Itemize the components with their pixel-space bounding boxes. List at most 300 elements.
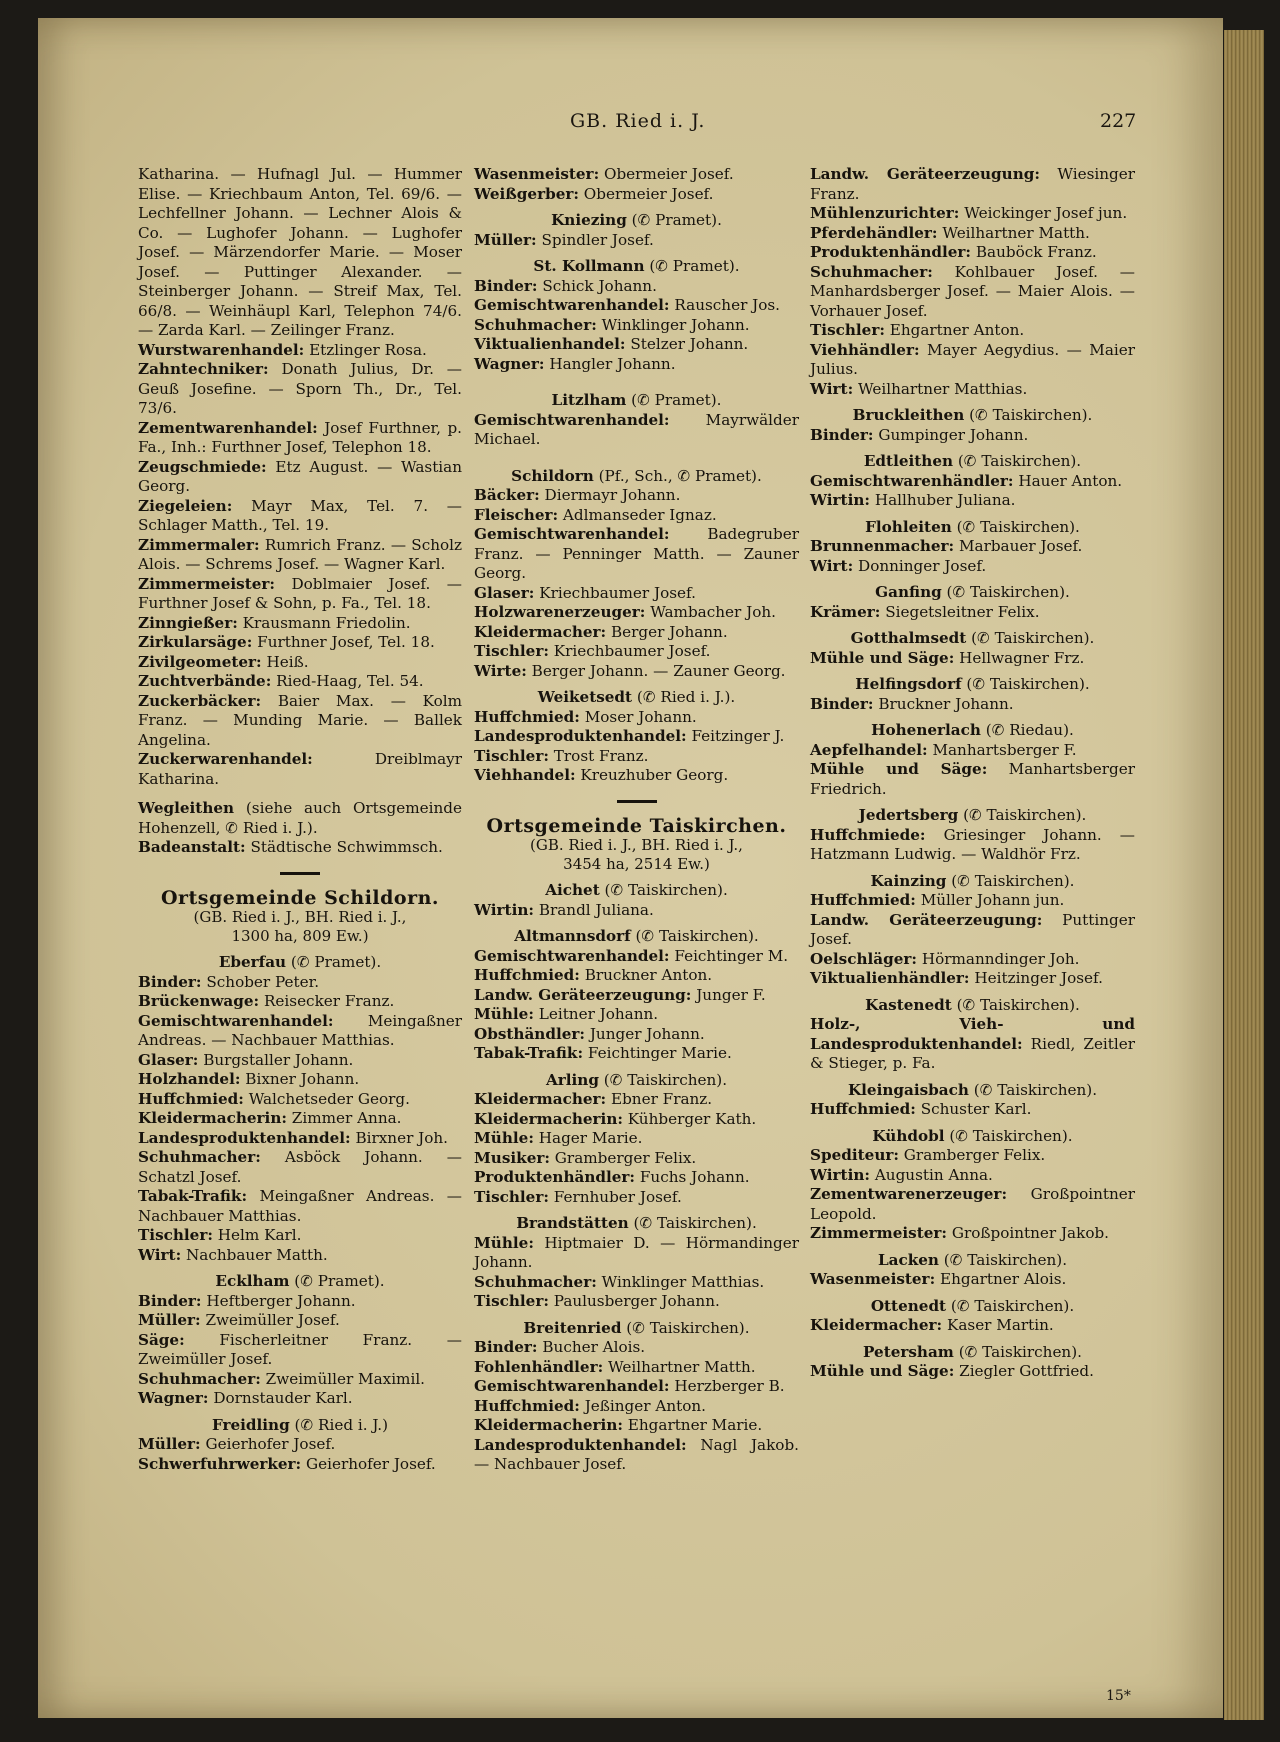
- entry-names: Ehgartner Alois.: [935, 1270, 1067, 1288]
- entry-trade: Zuchtverbände:: [138, 672, 272, 690]
- place-note: (✆ Pramet).: [626, 391, 722, 409]
- place-heading: [810, 583, 1135, 603]
- entry-trade: Wegleithen: [138, 799, 235, 817]
- directory-entry: [138, 1311, 462, 1331]
- directory-entry: [474, 231, 799, 251]
- entry-names: Donninger Josef.: [853, 556, 987, 575]
- column-1: [138, 165, 462, 1474]
- entry-trade: Mühle:: [474, 1129, 534, 1147]
- entry-trade: Gemischtwarenhandel:: [138, 1011, 334, 1030]
- directory-entry: [138, 1012, 462, 1051]
- entry-trade: Tischler:: [810, 321, 885, 339]
- directory-entry: [474, 1397, 799, 1417]
- directory-entry: [810, 426, 1135, 446]
- entry-names: Wambacher Joh.: [645, 603, 776, 621]
- entry-trade: Wirt:: [138, 1245, 182, 1264]
- spacer: [474, 374, 799, 384]
- entry-names: Hager Marie.: [533, 1129, 643, 1147]
- place-note: (✆ Taiskirchen).: [941, 583, 1070, 601]
- entry-names: Feitzinger J.: [686, 727, 785, 745]
- entry-names: Siegetsleitner Felix.: [880, 602, 1040, 621]
- entry-names: Gramberger Felix.: [549, 1148, 697, 1167]
- entry-trade: Holzwarenerzeuger:: [474, 603, 646, 621]
- entry-names: Augustin Anna.: [870, 1165, 993, 1184]
- entry-trade: Viktualienhandel:: [474, 335, 626, 353]
- spacer: [138, 789, 462, 799]
- entry-trade: Binder:: [474, 276, 538, 295]
- place-heading: [474, 467, 799, 487]
- entry-trade: Landesproduktenhandel:: [474, 727, 687, 745]
- directory-entry: [810, 1100, 1135, 1120]
- entry-names: Gumpinger Johann.: [873, 425, 1029, 444]
- directory-entry: [810, 649, 1135, 669]
- place-name: Arling: [545, 1070, 599, 1089]
- entry-trade: Tischler:: [474, 1187, 549, 1206]
- entry-trade: Gemischtwarenhandel:: [474, 946, 670, 965]
- place-name: Kniezing: [551, 211, 627, 229]
- place-note: (✆ Taiskirchen).: [951, 995, 1080, 1014]
- entry-names: Manhartsberger F.: [927, 740, 1077, 759]
- directory-entry: [474, 727, 799, 747]
- municipality-info: 1300 ha, 809 Ew.): [231, 927, 369, 945]
- entry-trade: Aepfelhandel:: [810, 740, 928, 759]
- place-name: Ganfing: [875, 583, 942, 601]
- directory-entry: [810, 603, 1135, 623]
- entry-trade: Müller:: [138, 1311, 201, 1329]
- entry-trade: Tabak-Trafik:: [474, 1044, 584, 1062]
- entry-names: Schuster Karl.: [915, 1100, 1032, 1118]
- entry-trade: Schuhmacher:: [138, 1369, 261, 1388]
- entry-trade: Zirkularsäge:: [138, 633, 253, 651]
- directory-entry: [474, 411, 799, 450]
- directory-entry: [138, 1331, 462, 1370]
- entry-trade: Pferdehändler:: [810, 223, 938, 242]
- municipality-info: 3454 ha, 2514 Ew.): [563, 855, 710, 873]
- entry-trade: Landesproduktenhandel:: [474, 1435, 687, 1454]
- entry-trade: Viktualienhändler:: [810, 969, 970, 987]
- place-name: Brandstätten: [516, 1214, 629, 1232]
- place-name: Gotthalmsedt: [850, 629, 967, 647]
- entry-trade: Gemischtwarenhändler:: [810, 471, 1014, 490]
- directory-entry: [138, 672, 462, 692]
- entry-trade: Huffchmied:: [474, 966, 580, 984]
- entry-trade: Schuhmacher:: [474, 1272, 597, 1291]
- place-heading: [810, 721, 1135, 741]
- entry-trade: Binder:: [810, 694, 874, 713]
- directory-entry: [138, 1435, 462, 1455]
- directory-entry: [474, 1188, 799, 1208]
- entry-names: Krausmann Friedolin.: [237, 613, 411, 632]
- directory-entry: [810, 1166, 1135, 1186]
- directory-entry: [474, 1338, 799, 1358]
- place-note: (✆ Taiskirchen).: [944, 1126, 1073, 1145]
- entry-trade: Kleidermacher:: [474, 622, 607, 641]
- entry-names: Helm Karl.: [212, 1226, 302, 1244]
- entry-trade: Wirt:: [810, 379, 854, 398]
- place-heading: [138, 1272, 462, 1292]
- entry-trade: Mühle:: [474, 1005, 534, 1023]
- place-name: Altmannsdorf: [514, 927, 631, 945]
- directory-entry: [138, 838, 462, 858]
- entry-names: Kreuzhuber Georg.: [575, 766, 729, 784]
- entry-trade: Zuckerbäcker:: [138, 691, 262, 710]
- place-name: St. Kollmann: [533, 257, 645, 275]
- place-note: (✆ Taiskirchen).: [953, 452, 1082, 470]
- directory-entry: [810, 826, 1135, 865]
- column-2: [474, 165, 799, 1475]
- directory-entry: [474, 1129, 799, 1149]
- entry-trade: Glaser:: [138, 1050, 199, 1069]
- directory-entry: [474, 277, 799, 297]
- spacer: [474, 450, 799, 460]
- entry-names: Heftberger Johann.: [201, 1291, 356, 1310]
- directory-entry: [810, 695, 1135, 715]
- entry-trade: Glaser:: [474, 583, 535, 602]
- entry-trade: Wagner:: [138, 1389, 209, 1407]
- entry-trade: Oelschläger:: [810, 949, 918, 968]
- running-title: GB. Ried i. J.: [570, 110, 706, 132]
- place-note: (✆ Ried i. J.).: [632, 688, 736, 706]
- directory-entry: [474, 316, 799, 336]
- directory-entry: [474, 708, 799, 728]
- entry-trade: Zementwarenerzeuger:: [810, 1185, 1008, 1203]
- place-heading: [810, 1343, 1135, 1363]
- directory-entry: [810, 557, 1135, 577]
- signature-mark: 15*: [1106, 1688, 1131, 1704]
- entry-trade: Krämer:: [810, 602, 881, 621]
- entry-trade: Mühle und Säge:: [810, 648, 955, 667]
- entry-trade: Zeugschmiede:: [138, 457, 267, 476]
- place-name: Helfingsdorf: [855, 675, 962, 693]
- place-name: Kastenedt: [865, 995, 952, 1014]
- place-heading: [810, 629, 1135, 649]
- entry-trade: Obsthändler:: [474, 1024, 585, 1043]
- directory-entry: [474, 525, 799, 584]
- page-edge-stack: [1224, 30, 1264, 1720]
- entry-trade: Weißgerber:: [474, 184, 579, 203]
- directory-entry: [810, 1316, 1135, 1336]
- directory-entry: [810, 341, 1135, 380]
- place-note: (✆ Taiskirchen).: [946, 871, 1075, 890]
- place-note: (✆ Taiskirchen).: [951, 517, 1080, 536]
- municipality-info: (GB. Ried i. J., BH. Ried i. J.,: [193, 908, 407, 926]
- directory-entry: [138, 692, 462, 751]
- place-name: Breitenried: [523, 1318, 622, 1337]
- entry-trade: Gemischtwarenhandel:: [474, 525, 670, 543]
- entry-names: Kühberger Kath.: [622, 1109, 757, 1128]
- entry-names: Schick Johann.: [537, 276, 657, 295]
- place-note: (✆ Taiskirchen).: [966, 629, 1095, 647]
- place-note: (✆ Taiskirchen).: [599, 881, 728, 899]
- entry-trade: Brunnenmacher:: [810, 537, 955, 555]
- place-note: (✆ Pramet).: [644, 257, 740, 275]
- place-heading: [810, 1081, 1135, 1101]
- place-heading: [810, 1297, 1135, 1317]
- place-name: Schildorn: [511, 466, 594, 485]
- place-name: Kainzing: [870, 871, 947, 890]
- directory-entry: [810, 380, 1135, 400]
- entry-names: Josef Furthner, p. Fa., Inh.: Furthner Josef, Telephon 18.: [138, 418, 462, 456]
- entry-names: Berger Johann.: [606, 622, 728, 641]
- directory-entry: [474, 1110, 799, 1130]
- entry-names: Donath Julius, Dr. — Geuß Josefine. — Sporn Th., Dr., Tel. 73/6.: [138, 360, 462, 417]
- entry-trade: Zivilgeometer:: [138, 652, 262, 671]
- place-name: Ecklham: [215, 1272, 290, 1290]
- entry-names: Ehgartner Anton.: [884, 321, 1025, 339]
- directory-entry: [810, 165, 1135, 204]
- entry-names: Winklinger Matthias.: [596, 1272, 765, 1291]
- entry-names: Adlmanseder Ignaz.: [558, 505, 717, 524]
- directory-entry: [138, 799, 462, 838]
- entry-trade: Wirt:: [810, 556, 854, 575]
- place-note: (✆ Taiskirchen).: [964, 406, 1093, 424]
- place-heading: [810, 806, 1135, 826]
- entry-trade: Binder:: [474, 1338, 538, 1356]
- page-header: [0, 110, 1280, 140]
- directory-entry: [474, 1168, 799, 1188]
- entry-names: Leitner Johann.: [533, 1005, 659, 1023]
- entry-trade: Wagner:: [474, 354, 545, 373]
- entry-trade: Binder:: [138, 972, 202, 991]
- directory-entry: [474, 1416, 799, 1436]
- entry-trade: Kleidermacher:: [474, 1090, 607, 1108]
- directory-entry: [810, 224, 1135, 244]
- entry-names: Winklinger Johann.: [596, 315, 750, 334]
- entry-trade: Schuhmacher:: [474, 315, 597, 334]
- directory-entry: [810, 1185, 1135, 1224]
- entry-trade: Produktenhändler:: [810, 243, 972, 261]
- entry-names: Weilhartner Matth.: [937, 223, 1090, 242]
- entry-trade: Wirtin:: [810, 491, 870, 509]
- directory-entry: [810, 263, 1135, 322]
- place-heading: [474, 1071, 799, 1091]
- entry-trade: Zimmermaler:: [138, 535, 260, 554]
- entry-names: Junger Johann.: [585, 1024, 705, 1043]
- entry-trade: Zementwarenhandel:: [138, 418, 318, 437]
- place-heading: [138, 1416, 462, 1436]
- place-name: Freidling: [211, 1415, 290, 1434]
- entry-names: Paulusberger Johann.: [548, 1292, 720, 1310]
- place-name: Ottenedt: [870, 1296, 947, 1315]
- entry-trade: Kleidermacherin:: [138, 1109, 287, 1127]
- entry-names: Jeßinger Anton.: [579, 1396, 706, 1415]
- directory-entry: [474, 986, 799, 1006]
- place-note: (✆ Pramet).: [289, 1272, 385, 1290]
- directory-entry: [138, 458, 462, 497]
- place-name: Kühdobl: [872, 1126, 945, 1145]
- entry-trade: Gemischtwarenhandel:: [474, 1377, 670, 1395]
- entry-trade: Landw. Geräteerzeugung:: [810, 165, 1040, 183]
- entry-names: Nagl Jakob. — Nachbauer Josef.: [474, 1435, 799, 1473]
- entry-trade: Binder:: [810, 425, 874, 444]
- directory-entry: [810, 537, 1135, 557]
- entry-names: Geierhofer Josef.: [200, 1435, 336, 1453]
- place-heading: [810, 1251, 1135, 1271]
- entry-trade: Wirte:: [474, 661, 527, 680]
- entry-trade: Fleischer:: [474, 505, 559, 524]
- entry-trade: Tischler:: [474, 1292, 549, 1310]
- page-number: 227: [1100, 110, 1137, 132]
- entry-names: Walchetseder Georg.: [243, 1089, 410, 1108]
- entry-trade: Huffchmied:: [474, 707, 580, 726]
- place-heading: [810, 1127, 1135, 1147]
- directory-entry: [474, 335, 799, 355]
- entry-names: Doblmaier Josef. — Furthner Josef & Sohn, p. Fa., Tel. 18.: [138, 574, 462, 612]
- entry-trade: Badeanstalt:: [138, 838, 246, 856]
- entry-names: Spindler Josef.: [536, 230, 654, 249]
- directory-entry: [474, 966, 799, 986]
- directory-entry: [474, 584, 799, 604]
- directory-entry: [138, 973, 462, 993]
- entry-names: Bruckner Johann.: [873, 694, 1014, 713]
- entry-names: Müller Johann jun.: [915, 891, 1065, 909]
- directory-entry: [810, 472, 1135, 492]
- entry-names: Katharina. — Hufnagl Jul. — Hummer Elise. — Kriechbaum Anton, Tel. 69/6. — Lechfellner Johann. — Lechner Alois & Co. — Lughofer Johann. — Lughofer Josef. — Märzendorfer Marie. — Moser Josef. — Puttinger Alexander. — Steinberger Johann. — Streif Max, Tel. 66/8. — Weinhäupl Karl, Telephon 74/6. — Zarda Karl. — Zeilinger Franz.: [138, 165, 462, 339]
- entry-names: Wiesinger Franz.: [810, 165, 1135, 203]
- entry-trade: Mühle:: [474, 1233, 534, 1252]
- entry-names: Dornstauder Karl.: [208, 1389, 353, 1407]
- place-note: (✆ Taiskirchen).: [968, 1080, 1098, 1099]
- entry-names: Burgstaller Johann.: [198, 1050, 354, 1069]
- municipality-title: Ortsgemeinde Taiskirchen.: [486, 814, 787, 837]
- place-name: Aichet: [545, 881, 600, 899]
- entry-names: Städtische Schwimmsch.: [245, 838, 443, 856]
- entry-names: Meingaßner Andreas. — Nachbauer Matthias.: [138, 1187, 462, 1225]
- entry-names: Ried-Haag, Tel. 54.: [271, 672, 424, 690]
- place-heading: [138, 953, 462, 973]
- directory-entry: [810, 1362, 1135, 1382]
- entry-names: Etzlinger Rosa.: [304, 340, 427, 359]
- entry-trade: Tischler:: [474, 642, 549, 660]
- entry-names: Heiß.: [261, 652, 309, 671]
- entry-trade: Tabak-Trafik:: [138, 1187, 248, 1205]
- entry-trade: Holzhandel:: [138, 1070, 241, 1088]
- place-note: (✆ Taiskirchen).: [621, 1318, 750, 1337]
- entry-names: Nachbauer Matth.: [181, 1245, 328, 1264]
- directory-entry: [810, 1015, 1135, 1074]
- directory-entry: [810, 243, 1135, 263]
- place-heading: [810, 675, 1135, 695]
- directory-entry: [138, 633, 462, 653]
- directory-entry: [474, 1273, 799, 1293]
- place-name: Flohleiten: [865, 517, 952, 536]
- entry-names: Moser Johann.: [579, 707, 697, 726]
- entry-names: Obermeier Josef.: [578, 184, 714, 203]
- entry-names: Bucher Alois.: [537, 1338, 646, 1356]
- entry-trade: Huffchmiede:: [810, 825, 926, 844]
- entry-trade: Huffchmied:: [810, 891, 916, 909]
- place-note: (✆ Taiskirchen).: [958, 806, 1087, 824]
- entry-names: Bauböck Franz.: [971, 243, 1097, 261]
- place-name: Eberfau: [218, 953, 287, 971]
- entry-trade: Wurstwarenhandel:: [138, 340, 305, 359]
- entry-names: Gramberger Felix.: [898, 1146, 1046, 1164]
- entry-names: Großpointner Leopold.: [810, 1185, 1135, 1223]
- directory-entry: [474, 642, 799, 662]
- directory-entry: [138, 1455, 462, 1475]
- directory-entry: [474, 1149, 799, 1169]
- directory-entry: [474, 165, 799, 185]
- directory-entry: [474, 766, 799, 786]
- place-note: (Pf., Sch., ✆ Pramet).: [593, 466, 762, 485]
- municipality-info: (GB. Ried i. J., BH. Ried i. J.,: [530, 836, 743, 854]
- entry-trade: Zinngießer:: [138, 613, 238, 632]
- directory-entry: [138, 1109, 462, 1129]
- entry-trade: Müller:: [138, 1435, 201, 1453]
- entry-names: Mayer Aegydius. — Maier Julius.: [810, 340, 1135, 378]
- place-heading: [474, 257, 799, 277]
- entry-trade: Wasenmeister:: [474, 165, 600, 183]
- directory-entry: [138, 575, 462, 614]
- directory-entry: [810, 491, 1135, 511]
- entry-names: Stelzer Johann.: [625, 335, 749, 353]
- directory-entry: [138, 1129, 462, 1149]
- place-note: (✆ Riedau).: [980, 721, 1074, 739]
- directory-entry: [138, 360, 462, 419]
- place-name: Edtleithen: [863, 452, 954, 470]
- entry-trade: Mühle und Säge:: [810, 760, 988, 778]
- entry-names: Fischerleitner Franz. — Zweimüller Josef.: [138, 1330, 462, 1368]
- place-note: (✆ Taiskirchen).: [961, 675, 1090, 693]
- directory-entry: [810, 741, 1135, 761]
- entry-trade: Huffchmied:: [810, 1100, 916, 1118]
- directory-entry: [138, 614, 462, 634]
- entry-names: Hellwagner Frz.: [954, 648, 1085, 667]
- section-rule: [280, 872, 320, 875]
- directory-entry: [474, 1358, 799, 1378]
- entry-trade: Holz-, Vieh- und Landesproduktenhandel:: [810, 1015, 1135, 1053]
- column-3: [810, 165, 1135, 1382]
- entry-names: Reisecker Franz.: [259, 992, 395, 1010]
- entry-trade: Huffchmied:: [474, 1396, 580, 1415]
- place-note: (✆ Taiskirchen).: [938, 1250, 1068, 1269]
- directory-entry: [474, 747, 799, 767]
- entry-trade: Ziegeleien:: [138, 496, 233, 515]
- entry-names: Schober Peter.: [201, 972, 320, 991]
- directory-entry: [474, 1090, 799, 1110]
- directory-entry: [474, 901, 799, 921]
- directory-entry: [474, 1044, 799, 1064]
- entry-names: Hauer Anton.: [1013, 471, 1123, 490]
- entry-names: Furthner Josef, Tel. 18.: [252, 633, 435, 651]
- directory-entry: [474, 1436, 799, 1475]
- directory-entry: [138, 165, 462, 341]
- entry-names: Zweimüller Maximil.: [260, 1369, 425, 1388]
- entry-trade: Zimmermeister:: [138, 574, 275, 593]
- entry-trade: Landw. Geräteerzeugung:: [474, 985, 692, 1004]
- place-heading: [474, 211, 799, 231]
- directory-entry: [138, 1226, 462, 1246]
- entry-trade: Binder:: [138, 1291, 202, 1310]
- directory-entry: [138, 1090, 462, 1110]
- entry-trade: Brückenwage:: [138, 992, 260, 1010]
- directory-entry: [474, 623, 799, 643]
- place-note: (✆ Taiskirchen).: [946, 1296, 1075, 1315]
- place-note: (✆ Taiskirchen).: [598, 1070, 728, 1089]
- entry-names: Bixner Johann.: [240, 1070, 360, 1088]
- directory-entry: [474, 185, 799, 205]
- directory-entry: [474, 603, 799, 623]
- entry-names: Kriechbaumer Josef.: [548, 642, 711, 660]
- directory-entry: [474, 1005, 799, 1025]
- entry-names: Weilhartner Matth.: [603, 1357, 756, 1376]
- place-name: Jedertsberg: [858, 806, 959, 824]
- directory-entry: [474, 506, 799, 526]
- entry-names: Fuchs Johann.: [635, 1168, 750, 1186]
- entry-names: Geierhofer Josef.: [301, 1454, 436, 1473]
- directory-entry: [810, 204, 1135, 224]
- place-note: (✆ Pramet).: [286, 953, 382, 971]
